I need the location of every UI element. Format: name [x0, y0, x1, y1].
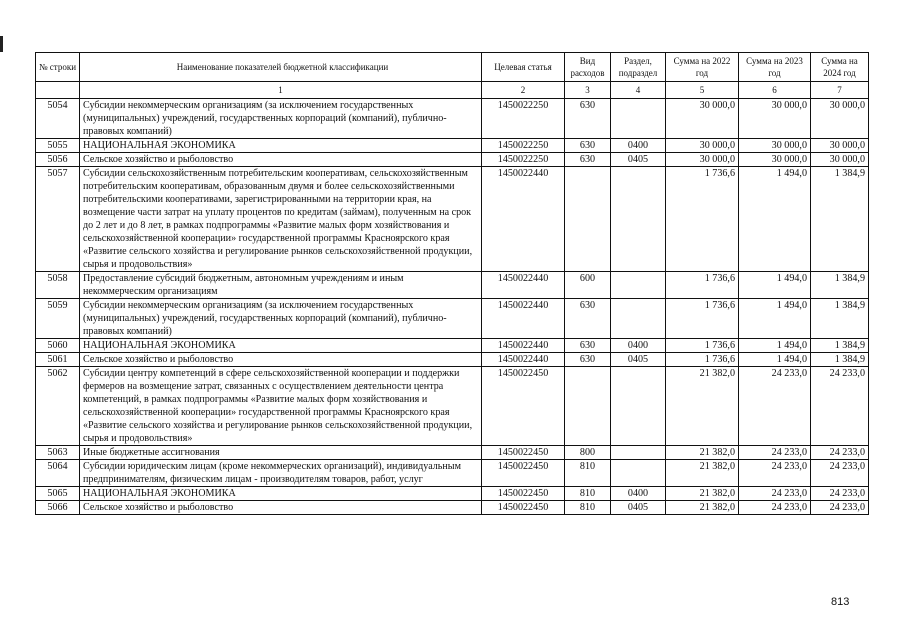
row-target: 1450022450	[482, 446, 565, 460]
row-sum-2024: 1 384,9	[811, 353, 869, 367]
page-number: 813	[831, 596, 850, 608]
row-number: 5058	[36, 272, 80, 299]
row-sum-2022: 21 382,0	[666, 501, 739, 515]
row-exp-type: 810	[565, 487, 611, 501]
row-sum-2024: 1 384,9	[811, 299, 869, 339]
row-section: 0405	[611, 153, 666, 167]
scan-edge-mark	[0, 36, 3, 52]
header-sum-2023: Сумма на 2023 год	[739, 53, 811, 82]
row-target: 1450022440	[482, 299, 565, 339]
row-target: 1450022250	[482, 153, 565, 167]
header-sum-2022: Сумма на 2022 год	[666, 53, 739, 82]
row-sum-2022: 1 736,6	[666, 299, 739, 339]
row-sum-2024: 24 233,0	[811, 487, 869, 501]
table-row	[36, 153, 869, 167]
row-number: 5066	[36, 501, 80, 515]
header-row-no: № строки	[36, 53, 80, 82]
column-number: 6	[739, 82, 811, 99]
row-sum-2023: 24 233,0	[739, 487, 811, 501]
row-target: 1450022450	[482, 501, 565, 515]
row-sum-2024: 1 384,9	[811, 272, 869, 299]
row-exp-type: 630	[565, 299, 611, 339]
row-number: 5063	[36, 446, 80, 460]
row-target: 1450022450	[482, 367, 565, 446]
row-number: 5057	[36, 167, 80, 272]
table-row	[36, 460, 869, 487]
table-row	[36, 139, 869, 153]
column-number: 3	[565, 82, 611, 99]
row-exp-type	[565, 367, 611, 446]
table-row	[36, 353, 869, 367]
row-number: 5060	[36, 339, 80, 353]
table-row	[36, 446, 869, 460]
row-sum-2023: 1 494,0	[739, 167, 811, 272]
row-sum-2023: 30 000,0	[739, 139, 811, 153]
row-sum-2022: 30 000,0	[666, 139, 739, 153]
row-section: 0400	[611, 139, 666, 153]
row-sum-2023: 30 000,0	[739, 153, 811, 167]
row-section	[611, 446, 666, 460]
row-exp-type: 630	[565, 353, 611, 367]
row-section	[611, 299, 666, 339]
table-row	[36, 167, 869, 272]
row-name: Субсидии сельскохозяйственным потребительским кооперативам, сельскохозяйственным потребительским кооперативам, образованным двумя и более сельскохозяйственными потребительскими кооперативами, зарегистрированными на территории края, на возмещение части затрат на уплату процентов по кредитам (займам), полученным на срок до 2 лет и до 8 лет, в рамках подпрограммы «Развитие малых форм хозяйствования и сельскохозяйственной кооперации» государственной программы Красноярского края «Развитие сельского хозяйства и регулирование рынков сельскохозяйственной продукции, сырья и продовольствия»	[80, 167, 482, 272]
row-section	[611, 460, 666, 487]
row-sum-2023: 24 233,0	[739, 367, 811, 446]
row-sum-2024: 24 233,0	[811, 501, 869, 515]
column-number-row	[36, 82, 869, 99]
row-sum-2024: 30 000,0	[811, 139, 869, 153]
header-exp-type: Вид расходов	[565, 53, 611, 82]
row-name: НАЦИОНАЛЬНАЯ ЭКОНОМИКА	[80, 139, 482, 153]
row-target: 1450022440	[482, 167, 565, 272]
row-sum-2022: 21 382,0	[666, 460, 739, 487]
row-exp-type	[565, 167, 611, 272]
row-number: 5055	[36, 139, 80, 153]
row-sum-2023: 24 233,0	[739, 460, 811, 487]
row-target: 1450022450	[482, 460, 565, 487]
row-sum-2023: 24 233,0	[739, 446, 811, 460]
row-name: НАЦИОНАЛЬНАЯ ЭКОНОМИКА	[80, 487, 482, 501]
row-name: Иные бюджетные ассигнования	[80, 446, 482, 460]
row-sum-2023: 1 494,0	[739, 353, 811, 367]
table-row	[36, 299, 869, 339]
row-sum-2022: 1 736,6	[666, 353, 739, 367]
budget-table	[35, 52, 869, 515]
row-name: НАЦИОНАЛЬНАЯ ЭКОНОМИКА	[80, 339, 482, 353]
row-sum-2024: 24 233,0	[811, 446, 869, 460]
row-sum-2022: 1 736,6	[666, 272, 739, 299]
row-name: Субсидии некоммерческим организациям (за исключением государственных (муниципальных) учреждений, государственных корпораций (компаний), публично-правовых компаний)	[80, 99, 482, 139]
row-section: 0400	[611, 339, 666, 353]
row-exp-type: 630	[565, 339, 611, 353]
row-sum-2022: 1 736,6	[666, 339, 739, 353]
column-number	[36, 82, 80, 99]
row-target: 1450022450	[482, 487, 565, 501]
row-number: 5064	[36, 460, 80, 487]
row-sum-2022: 1 736,6	[666, 167, 739, 272]
table-row	[36, 501, 869, 515]
row-sum-2024: 30 000,0	[811, 99, 869, 139]
row-exp-type: 630	[565, 153, 611, 167]
row-sum-2022: 30 000,0	[666, 99, 739, 139]
row-sum-2023: 24 233,0	[739, 501, 811, 515]
row-name: Субсидии юридическим лицам (кроме некоммерческих организаций), индивидуальным предпринимателям, физическим лицам - производителям товаров, работ, услуг	[80, 460, 482, 487]
row-exp-type: 800	[565, 446, 611, 460]
row-sum-2024: 30 000,0	[811, 153, 869, 167]
row-sum-2022: 21 382,0	[666, 367, 739, 446]
column-number: 1	[80, 82, 482, 99]
header-section: Раздел, подраздел	[611, 53, 666, 82]
row-exp-type: 810	[565, 501, 611, 515]
row-sum-2024: 1 384,9	[811, 167, 869, 272]
row-target: 1450022440	[482, 339, 565, 353]
column-number: 7	[811, 82, 869, 99]
header-name: Наименование показателей бюджетной классификации	[80, 53, 482, 82]
row-target: 1450022250	[482, 139, 565, 153]
row-sum-2023: 1 494,0	[739, 299, 811, 339]
row-sum-2024: 1 384,9	[811, 339, 869, 353]
row-number: 5059	[36, 299, 80, 339]
row-number: 5056	[36, 153, 80, 167]
row-sum-2023: 1 494,0	[739, 339, 811, 353]
table-row	[36, 367, 869, 446]
table-row	[36, 99, 869, 139]
row-section	[611, 99, 666, 139]
row-number: 5065	[36, 487, 80, 501]
row-sum-2024: 24 233,0	[811, 460, 869, 487]
row-section: 0405	[611, 353, 666, 367]
row-exp-type: 630	[565, 139, 611, 153]
row-name: Сельское хозяйство и рыболовство	[80, 353, 482, 367]
row-number: 5062	[36, 367, 80, 446]
row-name: Субсидии некоммерческим организациям (за исключением государственных (муниципальных) учреждений, государственных корпораций (компаний), публично-правовых компаний)	[80, 299, 482, 339]
row-sum-2023: 1 494,0	[739, 272, 811, 299]
row-sum-2022: 30 000,0	[666, 153, 739, 167]
column-number: 2	[482, 82, 565, 99]
row-sum-2023: 30 000,0	[739, 99, 811, 139]
row-section	[611, 167, 666, 272]
column-number: 5	[666, 82, 739, 99]
row-section: 0405	[611, 501, 666, 515]
header-target: Целевая статья	[482, 53, 565, 82]
column-number: 4	[611, 82, 666, 99]
row-section: 0400	[611, 487, 666, 501]
header-row	[36, 53, 869, 82]
row-target: 1450022440	[482, 272, 565, 299]
row-name: Субсидии центру компетенций в сфере сельскохозяйственной кооперации и поддержки фермеров на возмещение затрат, связанных с осуществлением деятельности центра компетенций, в рамках подпрограммы «Развитие малых форм хозяйствования и сельскохозяйственной кооперации» государственной программы Красноярского края «Развитие сельского хозяйства и регулирование рынков сельскохозяйственной продукции, сырья и продовольствия»	[80, 367, 482, 446]
table-row	[36, 272, 869, 299]
row-section	[611, 367, 666, 446]
row-sum-2022: 21 382,0	[666, 487, 739, 501]
row-number: 5061	[36, 353, 80, 367]
row-name: Сельское хозяйство и рыболовство	[80, 153, 482, 167]
row-exp-type: 600	[565, 272, 611, 299]
header-sum-2024: Сумма на 2024 год	[811, 53, 869, 82]
row-name: Предоставление субсидий бюджетным, автономным учреждениям и иным некоммерческим организациям	[80, 272, 482, 299]
row-number: 5054	[36, 99, 80, 139]
table-row	[36, 339, 869, 353]
row-exp-type: 630	[565, 99, 611, 139]
row-name: Сельское хозяйство и рыболовство	[80, 501, 482, 515]
table-row	[36, 487, 869, 501]
row-target: 1450022440	[482, 353, 565, 367]
row-sum-2024: 24 233,0	[811, 367, 869, 446]
row-exp-type: 810	[565, 460, 611, 487]
row-sum-2022: 21 382,0	[666, 446, 739, 460]
row-target: 1450022250	[482, 99, 565, 139]
row-section	[611, 272, 666, 299]
